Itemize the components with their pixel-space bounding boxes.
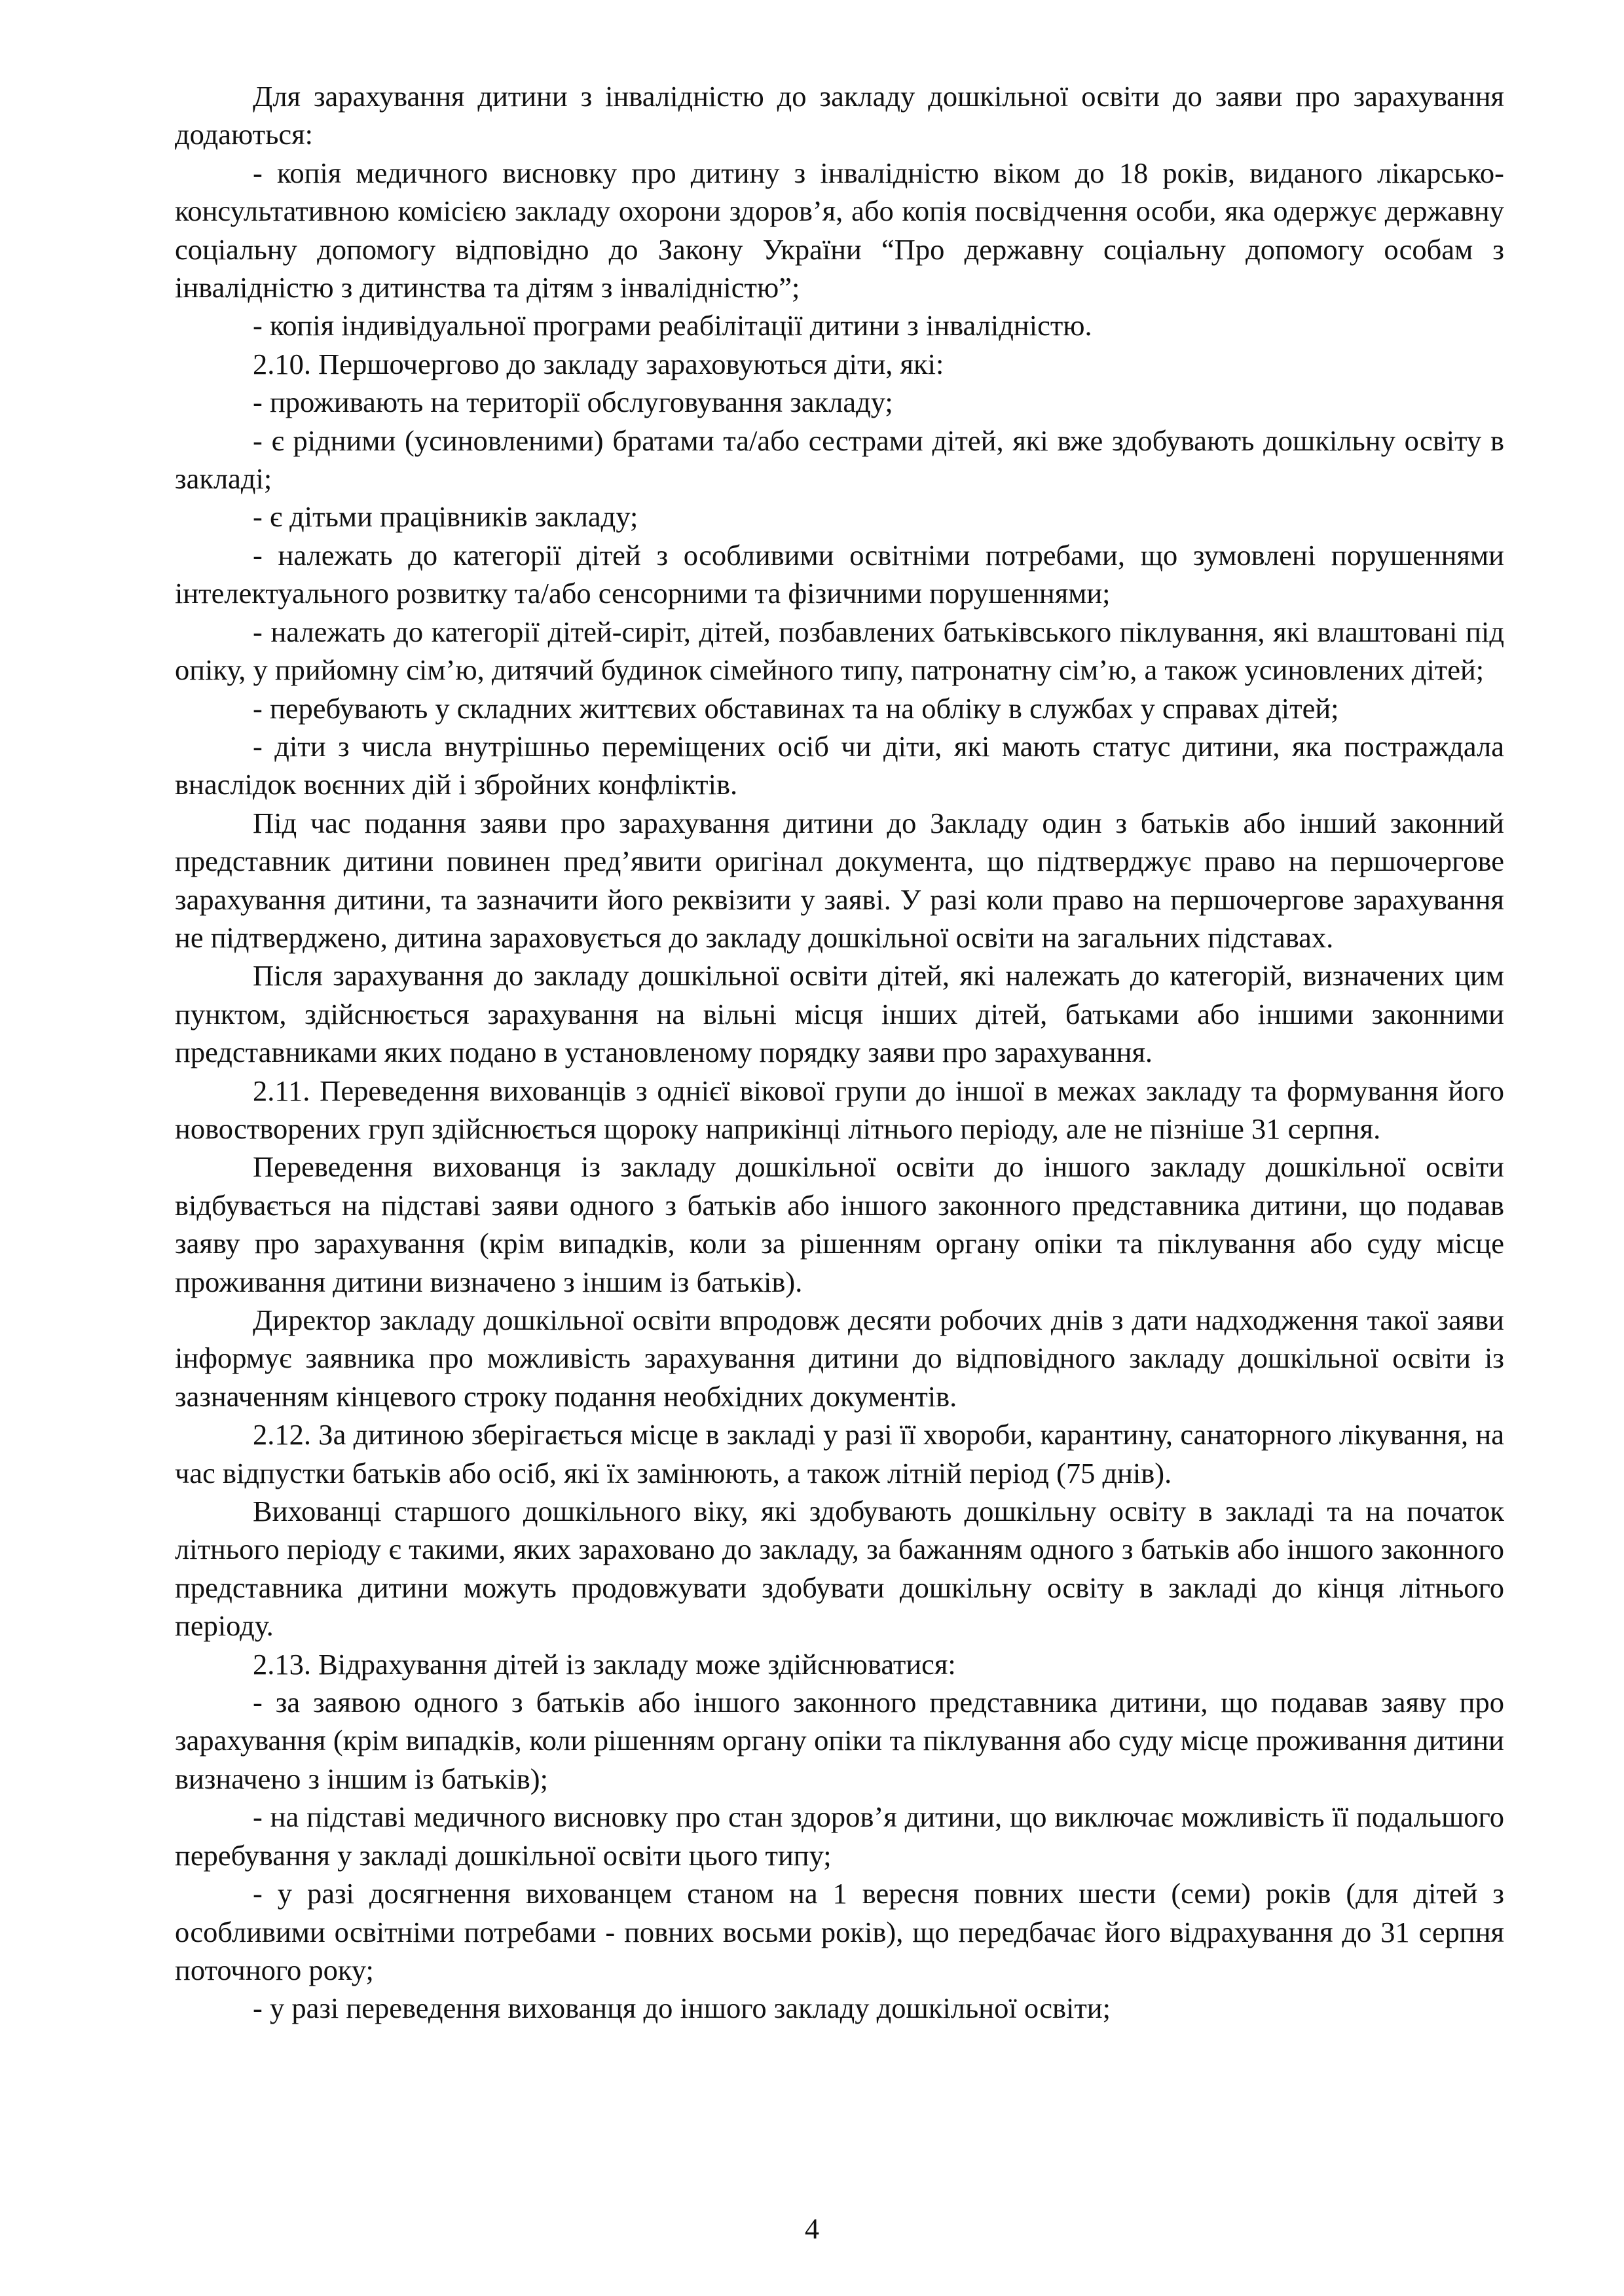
paragraph: Для зарахування дитини з інвалідністю до закладу дошкільної освіти до заяви про зарахування додаються: [175, 80, 1504, 151]
paragraph: 2.13. Відрахування дітей із закладу може здійснюватися: [253, 1647, 956, 1681]
paragraph: - є дітьми працівників закладу; [253, 500, 638, 534]
page-number: 4 [804, 2212, 820, 2245]
paragraph: Переведення вихованця із закладу дошкільної освіти до іншого закладу дошкільної освіти відбувається на підставі заяви одного з батьків або іншого законного представника дитини, що подавав заяву про зарахування (крім випадків, коли за рішенням органу опіки та піклування або суду місце проживання дитини визначено з іншим із батьків). [175, 1150, 1504, 1298]
paragraph: 2.11. Переведення вихованців з однієї вікової групи до іншої в межах закладу та формування його новостворених груп здійснюється щороку наприкінці літнього періоду, але не пізніше 31 серпня. [175, 1074, 1504, 1145]
paragraph: - проживають на території обслуговування закладу; [253, 386, 893, 419]
paragraph: - копія індивідуальної програми реабілітації дитини з інвалідністю. [253, 309, 1092, 342]
paragraph: - на підставі медичного висновку про стан здоров’я дитини, що виключає можливість її подальшого перебування у закладі дошкільної освіти цього типу; [175, 1800, 1504, 1872]
paragraph: - за заявою одного з батьків або іншого законного представника дитини, що подавав заяву про зарахування (крім випадків, коли рішенням органу опіки та піклування або суду місце проживання дитини визначено з іншим із батьків); [175, 1686, 1504, 1795]
document-body [175, 77, 1504, 2028]
paragraph: - у разі досягнення вихованцем станом на 1 вересня повних шести (семи) років (для дітей з особливими освітніми потребами - повних восьми років), що передбачає його відрахування до 31 серпня поточного року; [175, 1877, 1504, 1986]
paragraph: 2.12. За дитиною зберігається місце в закладі у разі її хвороби, карантину, санаторного лікування, на час відпустки батьків або осіб, які їх замінюють, а також літній період (75 днів). [175, 1418, 1504, 1489]
paragraph: - у разі переведення вихованця до іншого закладу дошкільної освіти; [253, 1992, 1111, 2025]
paragraph: Вихованці старшого дошкільного віку, які здобувають дошкільну освіту в закладі та на початок літнього періоду є такими, яких зараховано до закладу, за бажанням одного з батьків або іншого законного представника дитини можуть продовжувати здобувати дошкільну освіту в закладі до кінця літнього періоду. [175, 1495, 1504, 1643]
paragraph: - є рідними (усиновленими) братами та/або сестрами дітей, які вже здобувають дошкільну освіту в закладі; [175, 424, 1504, 496]
paragraph: - копія медичного висновку про дитину з інвалідністю віком до 18 років, виданого лікарсько-консультативною комісією закладу охорони здоров’я, або копія посвідчення особи, яка одержує державну соціальну допомогу відповідно до Закону України “Про державну соціальну допомогу особам з інвалідністю з дитинства та дітям з інвалідністю”; [175, 156, 1504, 304]
paragraph: Після зарахування до закладу дошкільної освіти дітей, які належать до категорій, визначених цим пунктом, здійснюється зарахування на вільні місця інших дітей, батьками або іншими законними представниками яких подано в установленому порядку заяви про зарахування. [175, 959, 1504, 1069]
paragraph: Директор закладу дошкільної освіти впродовж десяти робочих днів з дати надходження такої заяви інформує заявника про можливість зарахування дитини до відповідного закладу дошкільної освіти із зазначенням кінцевого строку подання необхідних документів. [175, 1303, 1504, 1413]
paragraph: - діти з числа внутрішньо переміщених осіб чи діти, які мають статус дитини, яка постраждала внаслідок воєнних дій і збройних конфліктів. [175, 729, 1504, 801]
paragraph: Під час подання заяви про зарахування дитини до Закладу один з батьків або інший законний представник дитини повинен пред’явити оригінал документа, що підтверджує право на першочергове зарахування дитини, та зазначити його реквізити у заяві. У разі коли право на першочергове зарахування не підтверджено, дитина зараховується до закладу дошкільної освіти на загальних підставах. [175, 806, 1504, 954]
paragraph: 2.10. Першочергово до закладу зараховуються діти, які: [253, 347, 944, 380]
paragraph: - належать до категорії дітей-сиріт, дітей, позбавлених батьківського піклування, які влаштовані під опіку, у прийомну сім’ю, дитячий будинок сімейного типу, патронатну сім’ю, а також усиновлених дітей; [175, 615, 1504, 687]
paragraph: - належать до категорії дітей з особливими освітніми потребами, що зумовлені порушеннями інтелектуального розвитку та/або сенсорними та фізичними порушеннями; [175, 538, 1504, 610]
paragraph: - перебувають у складних життєвих обставинах та на обліку в службах у справах дітей; [253, 691, 1339, 725]
